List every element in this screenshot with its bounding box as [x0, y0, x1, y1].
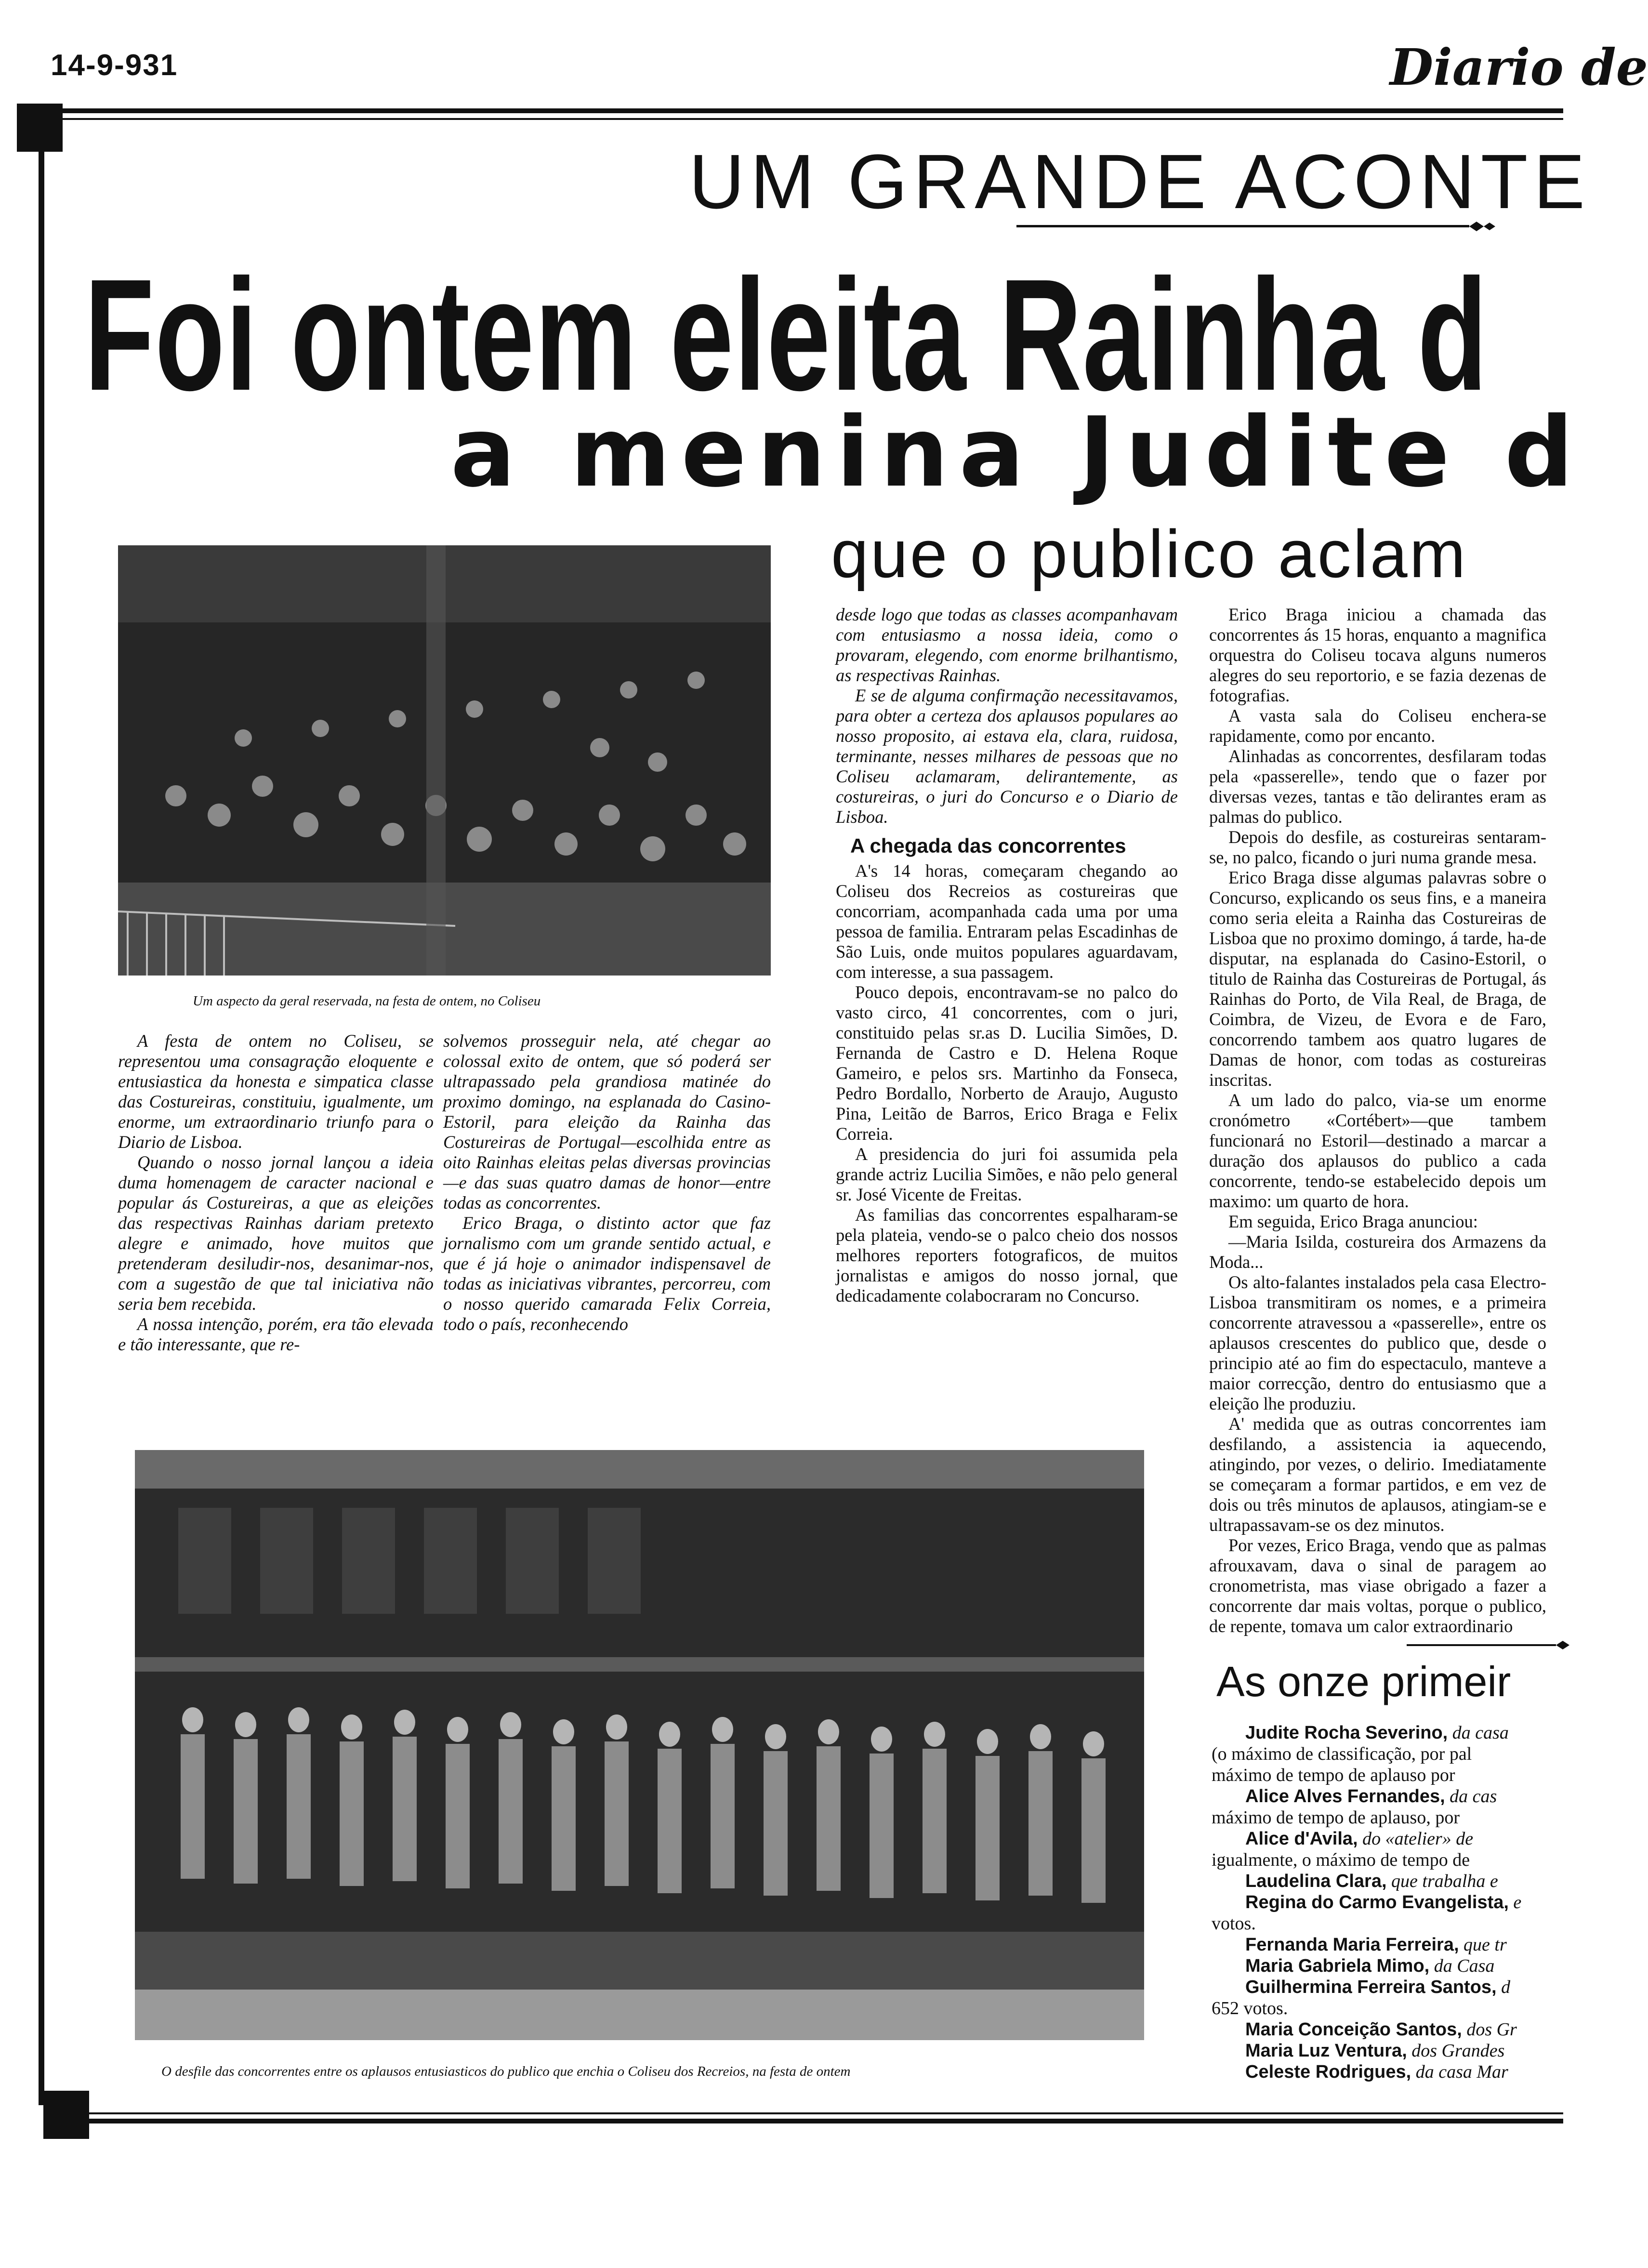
column-2 — [443, 1031, 771, 1397]
contestant-name: Alice Alves Fernandes, — [1245, 1786, 1445, 1806]
col4-paragraph: Por vezes, Erico Braga, vendo que as palmas afrouxavam, dava o sinal de paragem ao cronometrista, mas viase obrigado a fazer a concorrente dar mais voltas, porque o publico, de repente, tomava um calor extraordinario — [1209, 1535, 1546, 1636]
bottom-rule-thick — [51, 2119, 1563, 2123]
list-line: máximo de tempo de aplauso, por — [1212, 1807, 1460, 1828]
column-4 — [1209, 605, 1546, 1636]
list-line — [1212, 1722, 1573, 1743]
col4-paragraph: Erico Braga disse algumas palavras sobre o Concurso, explicando os seus fins, e a maneira como seria eleita a Rainha das Costureiras de Lisboa que no proximo domingo, á tarde, ha-de disputar, na esplanada do Casino-Estoril, o titulo de Rainha das Costureiras de Portugal, ás Rainhas do Porto, de Vila Real, de Braga, de Coimbra, de Vizeu, de Evora e de Faro, concorrendo tambem aos quatro lugares de Damas de honor, com todas as costureiras inscritas. — [1209, 868, 1546, 1090]
col4-paragraph: A vasta sala do Coliseu enchera-se rapidamente, como por encanto. — [1209, 706, 1546, 746]
col4-paragraph: Depois do desfile, as costureiras sentaram-se, no palco, ficando o juri numa grande mesa. — [1209, 827, 1546, 867]
contestant-detail: da casa — [1448, 1723, 1509, 1743]
contestant-detail: dos Grandes — [1407, 2041, 1505, 2061]
col4-paragraph: —Maria Isilda, costureira dos Armazens da Moda... — [1209, 1232, 1546, 1272]
list-line — [1212, 1828, 1573, 1849]
col1-paragraph: A festa de ontem no Coliseu, se representou uma consagração eloquente e entusiastica da honesta e simpatica classe das Costureiras, constituiu, igualmente, um enorme, um extraordinario triunfo para o Diario de Lisboa. — [118, 1031, 434, 1152]
left-vertical-rule — [39, 111, 44, 2105]
list-line: 652 votos. — [1212, 1998, 1288, 2018]
column-3 — [836, 605, 1178, 1399]
col3-paragraph: A's 14 horas, começaram chegando ao Coliseu dos Recreios as costureiras que concorriam, acompanhada cada uma por uma pessoa de familia. Entraram pelas Escadinhas de São Luis, onde muitos populares aguardavam, com interesse, a sua passagem. — [836, 861, 1178, 982]
contestant-detail: da Casa — [1429, 1956, 1495, 1976]
list-line — [1212, 1955, 1573, 1977]
contestant-name: Judite Rocha Severino, — [1245, 1723, 1448, 1743]
contestant-name: Maria Gabriela Mimo, — [1245, 1956, 1430, 1976]
col3-subheading: A chegada das concorrentes — [850, 834, 1126, 857]
list-line — [1212, 2019, 1573, 2040]
contestant-detail: que tr — [1459, 1935, 1507, 1955]
bottom-rule-thin — [51, 2112, 1563, 2114]
main-headline: Foi ontem eleita Rainha d — [84, 246, 1489, 423]
col3-paragraph: Pouco depois, encontravam-se no palco do vasto circo, 41 concorrentes, com o juri, constituido pelas sr.as D. Lucilia Simões, D. Fernanda de Castro e D. Helena Roque Gameiro, e pelos srs. Martinho da Fonseca, Pedro Bordallo, Norberto de Araujo, Augusto Pina, Leitão de Barros, Erico Braga e Felix Correia. — [836, 982, 1178, 1144]
col2-paragraph: solvemos prosseguir nela, até chegar ao colossal exito de ontem, que só poderá ser ultrapassado pela grandiosa matinée do proximo domingo, na esplanada do Casino-Estoril, para eleição da Rainha das Costureiras de Portugal—escolhida entre as oito Rainhas eleitas pelas diversas provincias—e das suas quatro damas de honor—entre todas as concorrentes. — [443, 1031, 771, 1213]
contestant-name: Fernanda Maria Ferreira, — [1245, 1935, 1459, 1955]
contestant-detail: da cas — [1445, 1786, 1497, 1806]
corner-block-top — [17, 104, 63, 152]
list-line — [1212, 2061, 1573, 2083]
secondary-headline: a menina Judite d — [450, 396, 1584, 509]
contestant-detail: da casa Mar — [1411, 2062, 1508, 2082]
contestant-name: Regina do Carmo Evangelista, — [1245, 1892, 1509, 1912]
col4-paragraph: A' medida que as outras concorrentes iam desfilando, a assistencia ia aquecendo, atingindo, por vezes, o delirio. Imediatamente se começaram a formar partidos, e em vez de dois ou três minutos de aplausos, atingiam-se e ultrapassavam-se os dez minutos. — [1209, 1414, 1546, 1535]
photo-audience — [118, 545, 771, 976]
ornament-rule-small — [1407, 1639, 1580, 1651]
col3-paragraph: desde logo que todas as classes acompanhavam com entusiasmo a nossa ideia, como o provaram, elegendo, com enorme brilhantismo, as respectivas Rainhas. — [836, 605, 1178, 685]
list-line: igualmente, o máximo de tempo de — [1212, 1850, 1470, 1870]
list-line: máximo de tempo de aplauso por — [1212, 1765, 1455, 1785]
list-line: votos. — [1212, 1913, 1256, 1934]
list-line: (o máximo de classificação, por pal — [1212, 1744, 1472, 1764]
contestant-name: Maria Conceição Santos, — [1245, 2019, 1462, 2040]
list-line — [1212, 1977, 1573, 1998]
contestant-name: Laudelina Clara, — [1245, 1871, 1387, 1891]
col3-paragraph: A presidencia do juri foi assumida pela grande actriz Lucilia Simões, e não pelo general sr. José Vicente de Freitas. — [836, 1144, 1178, 1204]
col1-paragraph: Quando o nosso jornal lançou a ideia duma homenagem de caracter nacional e popular ás Costureiras, a que as eleições das respectivas Rainhas dariam pretexto alegre e animado, hove muitos que pretenderam desiludir-nos, desanimar-nos, com a sugestão de que tal iniciativa não seria bem recebida. — [118, 1152, 434, 1314]
col3-paragraph: As familias das concorrentes espalharam-se pela plateia, vendo-se o palco cheio dos nossos melhores reporters fotograficos, de muitos jornalistas e amigos do nosso jornal, que dedicadamente colabocraram no Concurso. — [836, 1205, 1178, 1305]
contestant-name: Maria Luz Ventura, — [1245, 2041, 1407, 2061]
col4-paragraph: Os alto-falantes instalados pela casa Electro-Lisboa transmitiram os nomes, e a primeira concorrente atravessou a «passerelle», entre os aplausos crescentes do publico que, desde o principio até ao fim do espectaculo, manteve a maior correcção, dentro do entusiasmo que a eleição lhe produziu. — [1209, 1272, 1546, 1413]
top-rule-thin — [51, 118, 1563, 120]
finalists-list — [1212, 1722, 1573, 2083]
col1-paragraph: A nossa intenção, porém, era tão elevada e tão interessante, que re- — [118, 1314, 434, 1354]
top-photo-caption: Um aspecto da geral reservada, na festa de ontem, no Coliseu — [193, 993, 541, 1009]
col4-paragraph: Em seguida, Erico Braga anunciou: — [1228, 1212, 1478, 1231]
issue-date: 14-9-931 — [51, 49, 178, 82]
contestant-name: Guilhermina Ferreira Santos, — [1245, 1977, 1497, 1997]
corner-block-bottom — [43, 2091, 89, 2139]
contestant-name: Alice d'Avila, — [1245, 1829, 1358, 1849]
list-line — [1212, 1934, 1573, 1955]
col4-paragraph: A um lado do palco, via-se um enorme cronómetro «Cortébert»—que tambem funcionará no Estoril—destinado a marcar a duração dos aplausos do publico a cada concorrente, tendo-se estabelecido depois um maximo: um quarto de hora. — [1209, 1090, 1546, 1211]
col3-paragraph: E se de alguma confirmação necessitavamos, para obter a certeza dos aplausos populares ao nosso proposito, ai estava ela, clara, ruidosa, terminante, nesses milhares de pessoas que no Coliseu aclamaram, delirantemente, as costureiras, o juri do Concurso e o Diario de Lisboa. — [836, 686, 1178, 827]
list-line — [1212, 1786, 1573, 1807]
contestant-detail: e — [1508, 1892, 1522, 1912]
contestant-name: Celeste Rodrigues, — [1245, 2062, 1411, 2082]
top-rule-thick — [51, 108, 1563, 113]
list-heading: As onze primeir — [1216, 1658, 1511, 1705]
ornament-rule — [1016, 219, 1498, 234]
kicker-headline: UM GRANDE ACONTE — [689, 138, 1591, 224]
tertiary-headline: que o publico aclam — [831, 516, 1468, 592]
bottom-photo-caption: O desfile das concorrentes entre os aplausos entusiasticos do publico que enchia o Coliseu dos Recreios, na festa de ontem — [161, 2064, 851, 2079]
list-line — [1212, 1871, 1573, 1892]
contestant-detail: do «atelier» de — [1358, 1829, 1474, 1849]
contestant-detail: d — [1496, 1977, 1511, 1997]
contestant-detail: dos Gr — [1462, 2019, 1517, 2040]
col2-paragraph: Erico Braga, o distinto actor que faz jornalismo com um grande sentido actual, e que é já hoje o animador indispensavel de todas as iniciativas vibrantes, percorreu, com o nosso querido camarada Felix Correia, todo o país, reconhecendo — [443, 1213, 771, 1334]
contestant-detail: que trabalha e — [1386, 1871, 1498, 1891]
col4-paragraph: Alinhadas as concorrentes, desfilaram todas pela «passerelle», tendo que o fazer por diversas vezes, tantas e tão delirantes eram as palmas do publico. — [1209, 746, 1546, 827]
masthead: Diario de — [1390, 38, 1648, 97]
column-1 — [118, 1031, 434, 1397]
col4-paragraph: Erico Braga iniciou a chamada das concorrentes ás 15 horas, enquanto a magnifica orquestra do Coliseu tocava alguns numeros alegres do seu reportorio, e se fazia dezenas de fotografias. — [1209, 605, 1546, 705]
photo-parade — [135, 1450, 1144, 2040]
list-line — [1212, 1892, 1573, 1913]
list-line — [1212, 2040, 1573, 2061]
